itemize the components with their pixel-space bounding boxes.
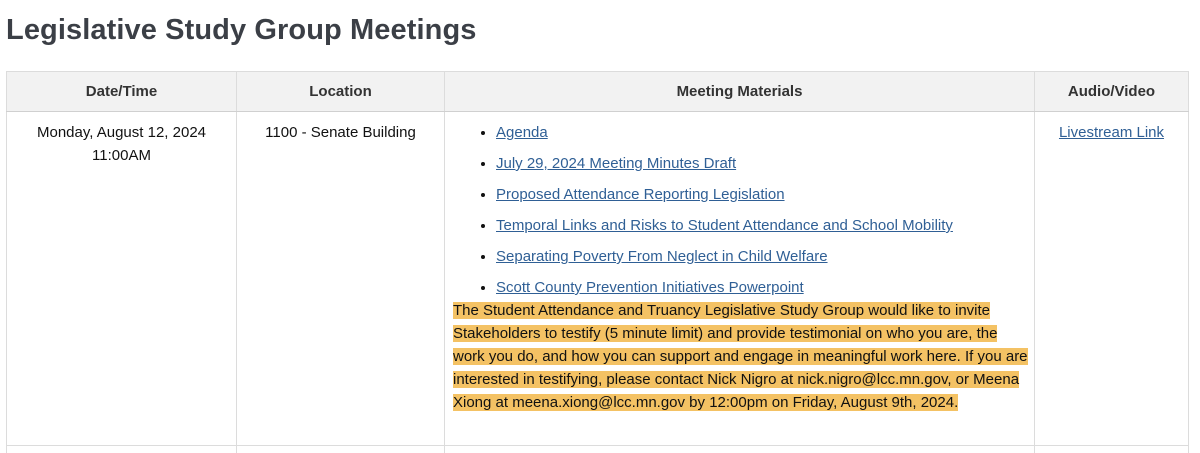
meeting-location: 1100 - Senate Building bbox=[265, 124, 416, 141]
header-audio-video: Audio/Video bbox=[1035, 72, 1189, 112]
temporal-links-link[interactable]: Temporal Links and Risks to Student Attendance and School Mobility bbox=[496, 217, 953, 234]
materials-list bbox=[453, 121, 1026, 299]
header-location: Location bbox=[237, 72, 445, 112]
table-header-row bbox=[7, 72, 1189, 112]
page-title: Legislative Study Group Meetings bbox=[6, 14, 477, 46]
meeting-time: 11:00AM bbox=[92, 147, 151, 164]
meetings-table bbox=[6, 71, 1189, 453]
location-cell bbox=[237, 112, 445, 446]
scott-county-powerpoint-link[interactable]: Scott County Prevention Initiatives Powerpoint bbox=[496, 279, 804, 296]
minutes-draft-link[interactable]: July 29, 2024 Meeting Minutes Draft bbox=[496, 155, 737, 172]
date-time-cell bbox=[7, 112, 237, 446]
list-item bbox=[496, 245, 1026, 268]
list-item bbox=[496, 214, 1026, 237]
poverty-neglect-link[interactable]: Separating Poverty From Neglect in Child Welfare bbox=[496, 248, 828, 265]
testimony-notice: The Student Attendance and Truancy Legislative Study Group would like to invite Stakeholders to testify (5 minute limit) and provide testimonial on who you are, the work you do, and how you can support and engage in meaningful work here. If you are interested in testifying, please contact Nick Nigro at nick.nigro@lcc.mn.gov, or Meena Xiong at meena.xiong@lcc.mn.gov by 12:00pm on Friday, August 9th, 2024. bbox=[453, 302, 1028, 411]
table-row bbox=[7, 112, 1189, 446]
list-item bbox=[496, 276, 1026, 299]
materials-cell bbox=[445, 112, 1035, 446]
empty-cell bbox=[7, 446, 237, 453]
header-meeting-materials: Meeting Materials bbox=[445, 72, 1035, 112]
table-row bbox=[7, 446, 1189, 453]
notice-container bbox=[453, 299, 1028, 414]
list-item bbox=[496, 152, 1026, 175]
empty-cell bbox=[237, 446, 445, 453]
empty-cell bbox=[445, 446, 1035, 453]
list-item bbox=[496, 121, 1026, 144]
list-item bbox=[496, 183, 1026, 206]
empty-cell bbox=[1035, 446, 1189, 453]
header-date-time: Date/Time bbox=[7, 72, 237, 112]
meeting-date: Monday, August 12, 2024 bbox=[36, 124, 206, 141]
attendance-legislation-link[interactable]: Proposed Attendance Reporting Legislation bbox=[496, 186, 785, 203]
audio-video-cell bbox=[1035, 112, 1189, 446]
livestream-link[interactable]: Livestream Link bbox=[1058, 124, 1165, 141]
agenda-link[interactable]: Agenda bbox=[496, 124, 548, 141]
